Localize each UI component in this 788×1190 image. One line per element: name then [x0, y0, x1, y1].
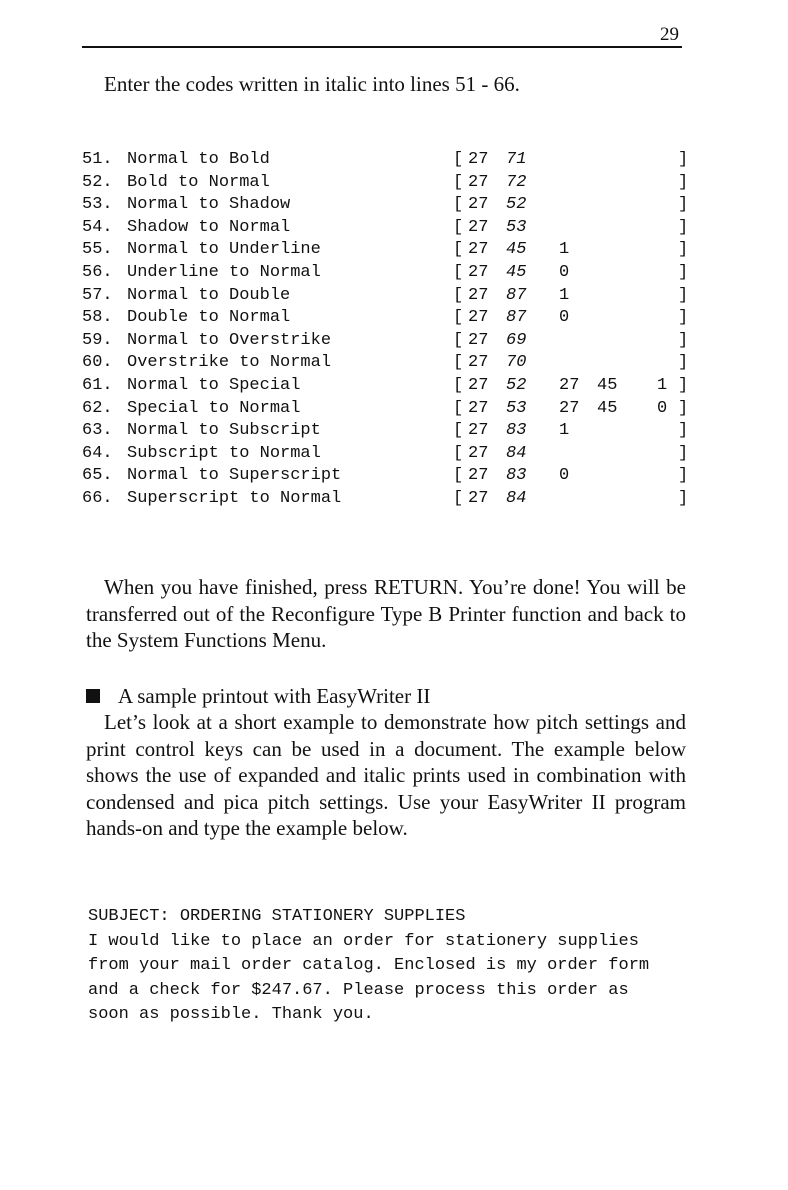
code-v2: 84 [506, 489, 527, 508]
code-num: 52. [82, 172, 113, 192]
code-open: [ [453, 330, 464, 350]
code-v3: 1 [559, 240, 570, 260]
code-open: [ [453, 172, 464, 192]
page-number: 29 [660, 24, 679, 45]
header-rule [82, 46, 682, 48]
code-v3: 27 [559, 398, 580, 418]
code-close: ] [678, 263, 689, 282]
code-label: Normal to Bold [127, 150, 270, 169]
code-label: Normal to Shadow [127, 195, 291, 215]
code-close: ] [678, 376, 689, 395]
code-label: Normal to Double [127, 285, 291, 305]
code-num: 63. [82, 421, 113, 441]
code-v2: 83 [506, 421, 527, 441]
code-label: Superscript to Normal [127, 489, 342, 508]
code-v1: 27 [468, 172, 489, 192]
code-v1: 27 [468, 240, 489, 260]
code-v1: 27 [468, 217, 489, 237]
sample-printout [88, 905, 778, 1028]
code-num: 54. [82, 217, 113, 237]
code-v2: 87 [506, 285, 527, 305]
code-num: 53. [82, 195, 113, 215]
sample-line: from your mail order catalog. Enclosed is my order form [88, 956, 650, 975]
code-v2: 52 [506, 376, 527, 395]
code-open: [ [453, 421, 464, 441]
sample-line: and a check for $247.67. Please process this order as [88, 980, 629, 1000]
code-row [0, 464, 788, 487]
code-close: ] [678, 195, 689, 215]
code-label: Normal to Overstrike [127, 330, 332, 350]
code-row [0, 284, 788, 307]
code-close: ] [678, 330, 689, 350]
code-row [0, 487, 788, 510]
code-v1: 27 [468, 489, 489, 508]
code-v3: 1 [559, 285, 570, 305]
code-v4: 45 [597, 398, 618, 418]
sample-line: SUBJECT: ORDERING STATIONERY SUPPLIES [88, 907, 466, 926]
code-v2: 69 [506, 330, 527, 350]
code-label: Shadow to Normal [127, 217, 291, 237]
code-open: [ [453, 466, 464, 486]
code-v2: 87 [506, 308, 527, 328]
code-v3: 0 [559, 263, 570, 282]
code-v1: 27 [468, 195, 489, 215]
code-label: Normal to Special [127, 376, 301, 395]
code-close: ] [678, 489, 689, 508]
code-v2: 53 [506, 217, 527, 237]
code-label: Normal to Underline [127, 240, 321, 260]
code-num: 55. [82, 240, 113, 260]
code-open: [ [453, 263, 464, 282]
code-v2: 52 [506, 195, 527, 215]
code-num: 59. [82, 330, 113, 350]
code-close: ] [678, 443, 689, 463]
code-open: [ [453, 217, 464, 237]
code-num: 51. [82, 150, 113, 169]
code-v1: 27 [468, 263, 489, 282]
code-row [0, 193, 788, 216]
sample-line: soon as possible. Thank you. [88, 1005, 374, 1024]
example-paragraph: Let’s look at a short example to demonstrate how pitch settings and print control keys can be used in a document. The example below shows the use of expanded and italic prints used in combination with condensed and pica pitch settings. Use your EasyWriter II program hands-on and type the example below. [86, 710, 686, 840]
code-v1: 27 [468, 150, 489, 169]
code-open: [ [453, 308, 464, 328]
code-num: 56. [82, 263, 113, 282]
code-row [0, 171, 788, 194]
code-row [0, 148, 788, 171]
code-num: 66. [82, 489, 113, 508]
code-v1: 27 [468, 376, 489, 395]
code-v1: 27 [468, 308, 489, 328]
code-row [0, 216, 788, 239]
code-v2: 53 [506, 398, 527, 418]
code-close: ] [678, 285, 689, 305]
code-label: Underline to Normal [127, 263, 321, 282]
bullet-square-icon [86, 689, 100, 703]
code-row [0, 329, 788, 352]
code-v5: 1 [657, 376, 668, 395]
code-v5: 0 [657, 398, 668, 418]
code-row [0, 374, 788, 397]
code-v2: 72 [506, 172, 527, 192]
code-open: [ [453, 398, 464, 418]
code-label: Double to Normal [127, 308, 291, 328]
code-close: ] [678, 308, 689, 328]
code-label: Special to Normal [127, 398, 301, 418]
code-close: ] [678, 217, 689, 237]
code-row [0, 397, 788, 420]
code-open: [ [453, 353, 464, 373]
code-close: ] [678, 466, 689, 486]
code-close: ] [678, 421, 689, 441]
code-open: [ [453, 195, 464, 215]
code-open: [ [453, 240, 464, 260]
code-v1: 27 [468, 285, 489, 305]
code-num: 57. [82, 285, 113, 305]
code-close: ] [678, 150, 689, 169]
code-close: ] [678, 398, 689, 418]
code-v1: 27 [468, 330, 489, 350]
code-open: [ [453, 443, 464, 463]
intro-instruction: Enter the codes written in italic into lines 51 - 66. [104, 72, 520, 96]
code-v4: 45 [597, 376, 618, 395]
code-v2: 71 [506, 150, 527, 169]
code-v1: 27 [468, 421, 489, 441]
code-row [0, 351, 788, 374]
code-row [0, 238, 788, 261]
code-open: [ [453, 285, 464, 305]
code-label: Normal to Subscript [127, 421, 321, 441]
code-num: 65. [82, 466, 113, 486]
code-v2: 45 [506, 240, 527, 260]
code-label: Bold to Normal [127, 172, 270, 192]
code-v1: 27 [468, 443, 489, 463]
code-label: Normal to Superscript [127, 466, 342, 486]
sample-heading [86, 683, 430, 709]
code-close: ] [678, 240, 689, 260]
finish-paragraph: When you have finished, press RETURN. You’re done! You will be transferred out of the Reconfigure Type B Printer function and back to the System Functions Menu. [86, 575, 686, 652]
code-v2: 84 [506, 443, 527, 463]
code-v3: 0 [559, 308, 570, 328]
code-v1: 27 [468, 353, 489, 373]
code-close: ] [678, 353, 689, 373]
code-v3: 1 [559, 421, 570, 441]
code-v2: 70 [506, 353, 527, 373]
sample-heading-text: A sample printout with EasyWriter II [118, 684, 431, 708]
code-v1: 27 [468, 466, 489, 486]
code-row [0, 261, 788, 284]
code-v1: 27 [468, 398, 489, 418]
code-row [0, 306, 788, 329]
code-num: 58. [82, 308, 113, 328]
code-v3: 27 [559, 376, 580, 395]
code-v2: 83 [506, 466, 527, 486]
code-open: [ [453, 376, 464, 395]
sample-line: I would like to place an order for stationery supplies [88, 931, 639, 951]
code-close: ] [678, 172, 689, 192]
code-v3: 0 [559, 466, 570, 486]
code-open: [ [453, 150, 464, 169]
code-num: 61. [82, 376, 113, 395]
code-num: 60. [82, 353, 113, 373]
code-label: Overstrike to Normal [127, 353, 332, 373]
code-row [0, 419, 788, 442]
code-num: 64. [82, 443, 113, 463]
code-row [0, 442, 788, 465]
code-label: Subscript to Normal [127, 443, 321, 463]
code-open: [ [453, 489, 464, 508]
code-v2: 45 [506, 263, 527, 282]
code-num: 62. [82, 398, 113, 418]
